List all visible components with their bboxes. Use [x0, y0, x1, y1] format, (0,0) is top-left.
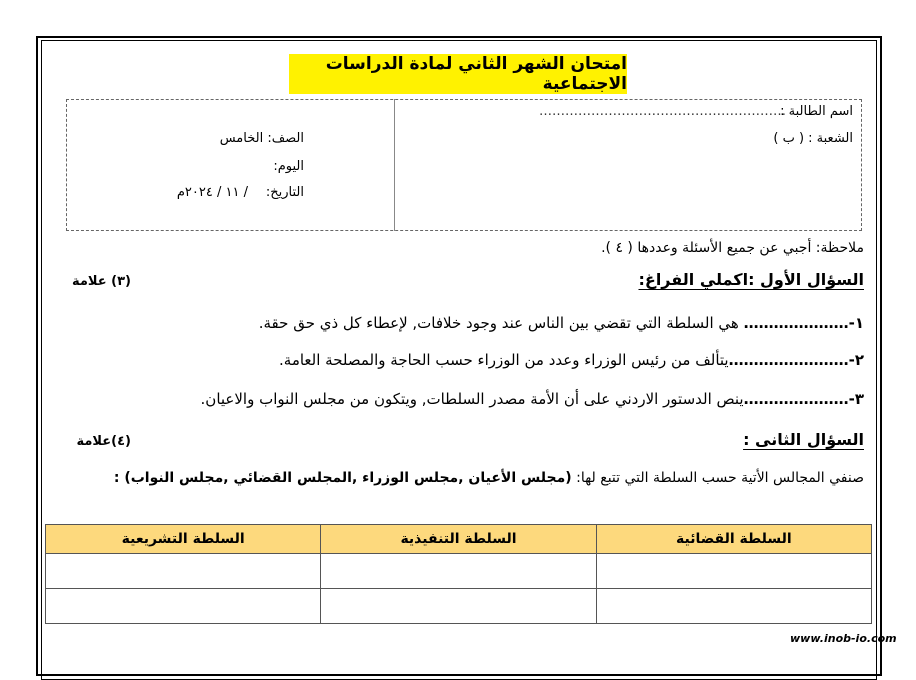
q2-title: السؤال الثانى :: [743, 430, 864, 449]
q1-item-2-blank: ……………………: [728, 351, 849, 369]
q1-item-1-text: هي السلطة التي تقضي بين الناس عند وجود خلافات, لإعطاء كل ذي حق حقة.: [258, 314, 744, 332]
q2-marks: (٤)علامة: [76, 434, 131, 449]
footer-url: www.inob-io.com: [790, 632, 897, 645]
executive-answer-cell[interactable]: [321, 554, 596, 589]
header-legislative-power: السلطة التشريعية: [46, 525, 321, 554]
header-judicial-power: السلطة القضائية: [596, 525, 871, 554]
q2-instruction: [114, 470, 864, 486]
judicial-answer-cell[interactable]: [596, 589, 871, 624]
q2-instruction-text: صنفي المجالس الأتية حسب السلطة التي تتبع لها:: [576, 470, 864, 486]
powers-classification-table: [45, 524, 872, 624]
table-row: [46, 589, 872, 624]
student-name-dots: …………………………………………………: [539, 104, 786, 119]
header-executive-power: السلطة التنفيذية: [321, 525, 596, 554]
table-header-row: [46, 525, 872, 554]
legislative-answer-cell[interactable]: [46, 589, 321, 624]
student-info-divider: [394, 99, 395, 231]
date-label: التاريخ:: [265, 185, 304, 200]
q2-options: (مجلس الأعيان ,مجلس الوزراء ,المجلس القضائي ,مجلس النواب) :: [113, 470, 572, 486]
exam-note: ملاحظة: أجبي عن جميع الأسئلة وعددها ( ٤ ).: [601, 240, 864, 256]
exam-title: [289, 54, 627, 94]
q1-item-2: [279, 351, 864, 369]
q1-item-2-number: ٢-: [848, 351, 864, 369]
legislative-answer-cell[interactable]: [46, 554, 321, 589]
q1-marks: (٣) علامة: [71, 274, 131, 289]
exam-title-text: امتحان الشهر الثاني لمادة الدراسات الاجتماعية: [325, 54, 627, 94]
q1-item-1-blank: …………………: [743, 314, 849, 332]
q1-item-2-text: يتألف من رئيس الوزراء وعدد من الوزراء حسب الحاجة والمصلحة العامة.: [279, 351, 729, 369]
executive-answer-cell[interactable]: [321, 589, 596, 624]
q1-item-3: [201, 390, 864, 408]
date-value: / ١١ / ٢٠٢٤م: [176, 185, 248, 200]
q1-item-3-text: ينص الدستور الاردني على أن الأمة مصدر السلطات, ويتكون من مجلس النواب والاعيان.: [200, 390, 744, 408]
table-row: [46, 554, 872, 589]
student-name-label: اسم الطالبة :: [780, 104, 853, 119]
grade-label: الصف: الخامس: [219, 131, 304, 146]
day-label: اليوم:: [273, 159, 304, 174]
judicial-answer-cell[interactable]: [596, 554, 871, 589]
q1-item-3-number: ٣-: [848, 390, 864, 408]
q1-item-1: [259, 314, 864, 332]
q1-item-1-number: ١-: [848, 314, 864, 332]
q1-item-3-blank: …………………: [743, 390, 849, 408]
q1-title: السؤال الأول :اكملي الفراغ:: [638, 270, 864, 289]
section-label: الشعبة : ( ب ): [773, 131, 853, 146]
